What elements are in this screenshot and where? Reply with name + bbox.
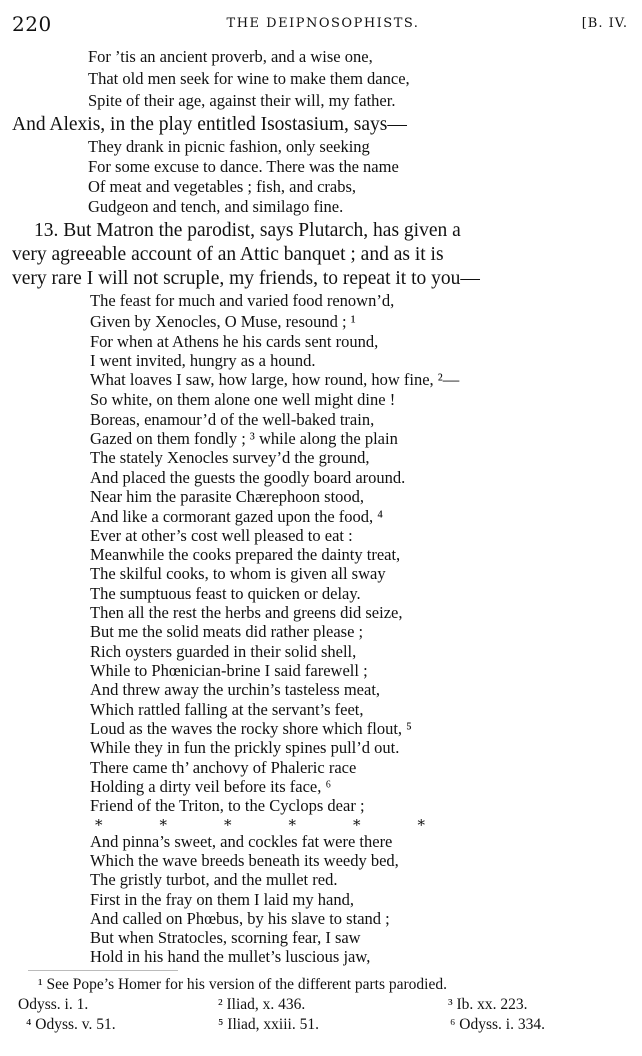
ellipsis-stars (95, 818, 425, 832)
verse-line: Meanwhile the cooks prepared the dainty treat, (90, 545, 401, 564)
prose-line: And Alexis, in the play entitled Isostasium, says— (12, 114, 407, 135)
page-header (12, 12, 634, 38)
verse-line: While to Phœnician-brine I said farewell ; (90, 661, 368, 680)
verse-line: I went invited, hungry as a hound. (90, 351, 316, 370)
verse-line: There came th’ anchovy of Phaleric race (90, 758, 357, 777)
verse-line: So white, on them alone one well might dine ! (90, 390, 396, 409)
footnote-ref: ⁴ Odyss. v. 51. (26, 1016, 116, 1033)
star: * (353, 816, 361, 834)
verse-line: And pinna’s sweet, and cockles fat were there (90, 832, 393, 851)
verse-line: The stately Xenocles survey’d the ground, (90, 448, 370, 467)
verse-line: The skilful cooks, to whom is given all sway (90, 564, 386, 583)
verse-line: Ever at other’s cost well pleased to eat : (90, 526, 353, 545)
page-number: 220 (12, 12, 52, 36)
verse-line: For some excuse to dance. There was the name (88, 157, 399, 176)
verse-line: Which the wave breeds beneath its weedy bed, (90, 851, 399, 870)
running-title: THE DEIPNOSOPHISTS. (226, 16, 420, 31)
verse-line: The feast for much and varied food renown’d, (90, 291, 395, 310)
verse-line: Holding a dirty veil before its face, ⁶ (90, 777, 332, 796)
verse-line: And placed the guests the goodly board around. (90, 468, 406, 487)
verse-line: But when Stratocles, scorning fear, I saw (90, 928, 361, 947)
verse-line: Of meat and vegetables ; fish, and crabs, (88, 177, 357, 196)
verse-line: And threw away the urchin’s tasteless meat, (90, 680, 381, 699)
footnote-ref: ⁵ Iliad, xxiii. 51. (218, 1016, 319, 1033)
verse-line: The sumptuous feast to quicken or delay. (90, 584, 361, 603)
star: * (417, 816, 425, 834)
verse-line: Loud as the waves the rocky shore which flout, ⁵ (90, 719, 412, 738)
verse-line: They drank in picnic fashion, only seeking (88, 137, 370, 156)
prose-line: 13. But Matron the parodist, says Plutarch, has given a (34, 220, 461, 241)
verse-line: Friend of the Triton, to the Cyclops dear ; (90, 796, 365, 815)
verse-line: Hold in his hand the mullet’s luscious jaw, (90, 947, 371, 966)
verse-line: While they in fun the prickly spines pull’d out. (90, 738, 400, 757)
book-marker: [B. IV. (581, 16, 628, 31)
footnote-ref: ² Iliad, x. 436. (218, 996, 306, 1013)
verse-line: What loaves I saw, how large, how round, how fine, ²— (90, 370, 460, 389)
verse-line: That old men seek for wine to make them dance, (88, 69, 410, 88)
verse-line: Given by Xenocles, O Muse, resound ; ¹ (90, 312, 356, 331)
verse-line: Which rattled falling at the servant’s feet, (90, 700, 364, 719)
verse-line: And like a cormorant gazed upon the food, ⁴ (90, 507, 384, 526)
footnote-rule (28, 970, 178, 971)
verse-line: Gudgeon and tench, and similago fine. (88, 197, 344, 216)
verse-line: Rich oysters guarded in their solid shell, (90, 642, 357, 661)
footnote-ref: Odyss. i. 1. (18, 996, 89, 1013)
footnote-1: ¹ See Pope’s Homer for his version of the different parts parodied. (38, 976, 447, 993)
verse-line: First in the fray on them I laid my hand, (90, 890, 354, 909)
prose-line: very agreeable account of an Attic banquet ; and as it is (12, 244, 444, 265)
star: * (95, 816, 103, 834)
verse-line: Spite of their age, against their will, my father. (88, 91, 396, 110)
verse-line: And called on Phœbus, by his slave to stand ; (90, 909, 390, 928)
verse-line: Gazed on them fondly ; ³ while along the plain (90, 429, 398, 448)
verse-line: But me the solid meats did rather please ; (90, 622, 364, 641)
verse-line: Near him the parasite Chærephoon stood, (90, 487, 365, 506)
verse-line: The gristly turbot, and the mullet red. (90, 870, 338, 889)
prose-line: very rare I will not scruple, my friends, to repeat it to you— (12, 268, 480, 289)
verse-line: Boreas, enamour’d of the well-baked train, (90, 410, 375, 429)
verse-line: For ’tis an ancient proverb, and a wise one, (88, 47, 373, 66)
verse-line: For when at Athens he his cards sent round, (90, 332, 379, 351)
star: * (224, 816, 232, 834)
footnote-ref: ⁶ Odyss. i. 334. (450, 1016, 545, 1033)
star: * (159, 816, 167, 834)
star: * (288, 816, 296, 834)
footnote-ref: ³ Ib. xx. 223. (448, 996, 528, 1013)
verse-line: Then all the rest the herbs and greens did seize, (90, 603, 403, 622)
